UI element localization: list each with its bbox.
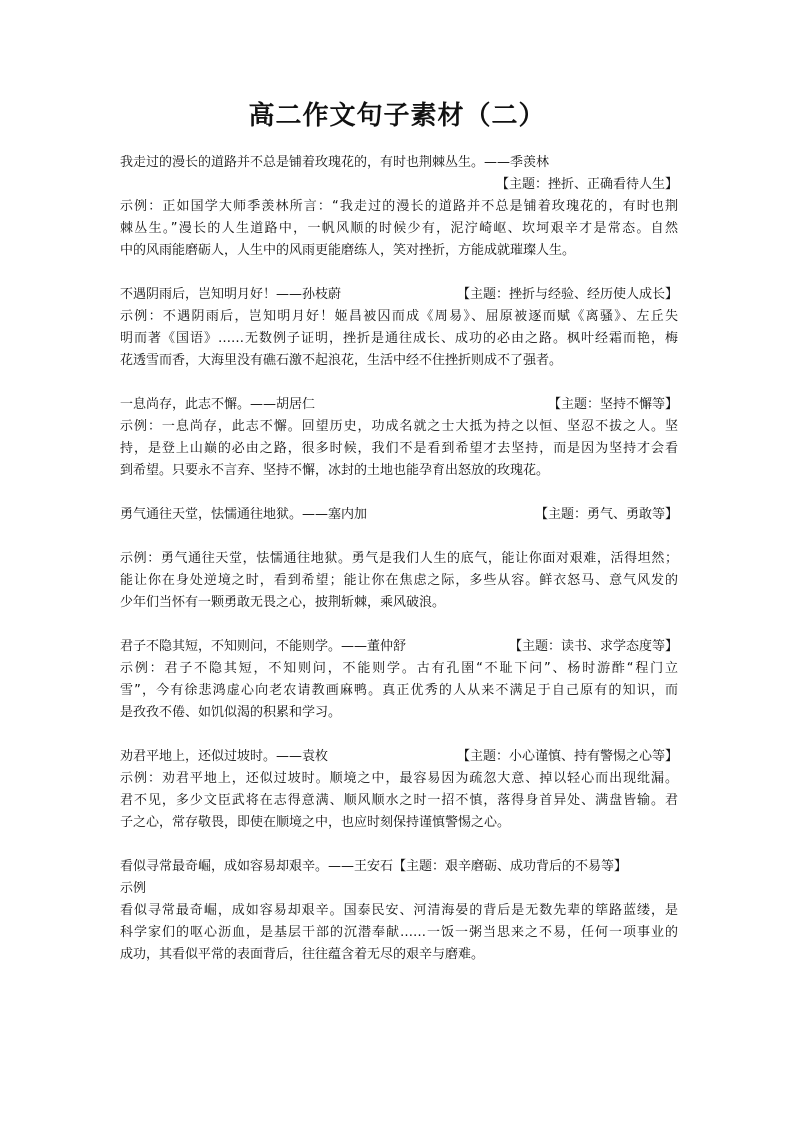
- section-2-line-3: 花透雪而香，大海里没有礁石激不起浪花，生活中经不住挫折则成不了强者。: [120, 353, 563, 368]
- spacer: [120, 482, 678, 504]
- section-2-header: [120, 284, 678, 306]
- spacer: [120, 834, 678, 856]
- section-7-line-2: 看似寻常最奇崛，成如容易却艰辛。国泰民安、河清海晏的背后是无数先辈的筚路蓝缕，是: [120, 903, 678, 918]
- section-5: [120, 636, 678, 724]
- spacer: [120, 262, 678, 284]
- section-4-quote: 勇气通往天堂，怯懦通往地狱。——塞内加: [120, 507, 368, 522]
- section-7-header: [120, 856, 678, 878]
- section-4-line-1: 示例：勇气通往天堂，怯懦通往地狱。勇气是我们人生的底气，能让你面对艰难，活得坦然；: [120, 551, 678, 566]
- spacer: [120, 614, 678, 636]
- section-2-line-2: 明而著《国语》……无数例子证明，挫折是通往成长、成功的必由之路。枫叶经霜而艳，梅: [120, 331, 678, 346]
- section-3-line-2: 持，是登上山巅的必由之路，很多时候，我们不是看到希望才去坚持，而是因为坚持才会看: [120, 441, 678, 456]
- spacer: [120, 372, 678, 394]
- section-4-header: [120, 504, 678, 526]
- section-7-theme: 【主题：艰辛磨砺、成功背后的不易等】: [393, 859, 628, 874]
- section-1-line-2: 棘丛生。”漫长的人生道路中，一帆风顺的时候少有，泥泞崎岖、坎坷艰辛才是常态。自然: [120, 221, 678, 236]
- section-7: [120, 856, 678, 966]
- document-body: [120, 152, 678, 966]
- section-6-line-2: 君不见，多少文臣武将在志得意满、顺风顺水之时一招不慎，落得身首异处、满盘皆输。君: [120, 793, 678, 808]
- section-6-theme: 【主题：小心谨慎、持有警惕之心等】: [456, 749, 678, 764]
- section-5-quote: 君子不隐其短，不知则问，不能则学。——董仲舒: [120, 639, 407, 654]
- section-2-theme: 【主题：挫折与经验、经历使人成长】: [456, 287, 678, 302]
- section-3: [120, 394, 678, 482]
- section-7-quote: 看似寻常最奇崛，成如容易却艰辛。——王安石: [120, 859, 394, 874]
- section-1-quote: 我走过的漫长的道路并不总是铺着玫瑰花的，有时也荆棘丛生。——季羡林: [120, 155, 550, 170]
- section-6-header: [120, 746, 678, 768]
- section-7-line-4: 成功，其看似平常的表面背后，往往蕴含着无尽的艰辛与磨难。: [120, 947, 485, 962]
- section-3-line-3: 到希望。只要永不言弃、坚持不懈，冰封的土地也能孕育出怒放的玫瑰花。: [120, 463, 550, 478]
- section-2-quote: 不遇阴雨后，岂知明月好！——孙枝蔚: [120, 287, 342, 302]
- page-title: 高二作文句子素材（二）: [248, 101, 546, 131]
- section-6-quote: 劝君平地上，还似过坡时。——袁枚: [120, 749, 329, 764]
- section-4-line-3: 少年们当怀有一颗勇敢无畏之心，披荆斩棘，乘风破浪。: [120, 595, 446, 610]
- section-6: [120, 746, 678, 834]
- section-5-line-3: 是孜孜不倦、如饥似渴的积累和学习。: [120, 705, 342, 720]
- section-5-line-1: 示例：君子不隐其短，不知则问，不能则学。古有孔圉“不耻下问”、杨时游酢“程门立: [120, 661, 678, 676]
- section-2-line-1: 示例：不遇阴雨后，岂知明月好！姬昌被囚而成《周易》、屈原被逐而赋《离骚》、左丘失: [120, 309, 678, 324]
- spacer: [120, 724, 678, 746]
- section-5-header: [120, 636, 678, 658]
- section-4-line-2: 能让你在身处逆境之时，看到希望；能让你在焦虑之际，多些从容。鲜衣怒马、意气风发的: [120, 573, 678, 588]
- section-7-line-1: 示例: [120, 881, 147, 896]
- section-5-line-2: 雪”，今有徐悲鸿虚心向老农请教画麻鸭。真正优秀的人从来不满足于自己原有的知识，而: [120, 683, 678, 698]
- section-1-line-3: 中的风雨能磨砺人，人生中的风雨更能磨练人，笑对挫折，方能成就璀璨人生。: [120, 243, 576, 258]
- section-3-quote: 一息尚存，此志不懈。——胡居仁: [120, 397, 316, 412]
- section-3-line-1: 示例：一息尚存，此志不懈。回望历史，功成名就之士大抵为持之以恒、坚忍不拔之人。坚: [120, 419, 678, 434]
- section-3-header: [120, 394, 678, 416]
- section-1-line-1: 示例：正如国学大师季羡林所言：“我走过的漫长的道路并不总是铺着玫瑰花的，有时也荆: [120, 199, 678, 214]
- section-2: [120, 284, 678, 372]
- section-6-line-3: 子之心，常存敬畏，即使在顺境之中，也应时刻保持谨慎警惕之心。: [120, 815, 511, 830]
- section-1-theme: 【主题：挫折、正确看待人生】: [495, 177, 678, 192]
- section-1: [120, 152, 678, 262]
- section-3-theme: 【主题：坚持不懈等】: [547, 397, 678, 412]
- section-5-theme: 【主题：读书、求学态度等】: [508, 639, 678, 654]
- section-6-line-1: 示例：劝君平地上，还似过坡时。顺境之中，最容易因为疏忽大意、掉以轻心而出现纰漏。: [120, 771, 678, 786]
- section-7-line-3: 科学家们的呕心沥血，是基层干部的沉潜奉献……一饭一粥当思来之不易，任何一项事业的: [120, 925, 678, 940]
- section-4: [120, 504, 678, 614]
- spacer: [120, 526, 678, 548]
- section-4-theme: 【主题：勇气、勇敢等】: [534, 507, 678, 522]
